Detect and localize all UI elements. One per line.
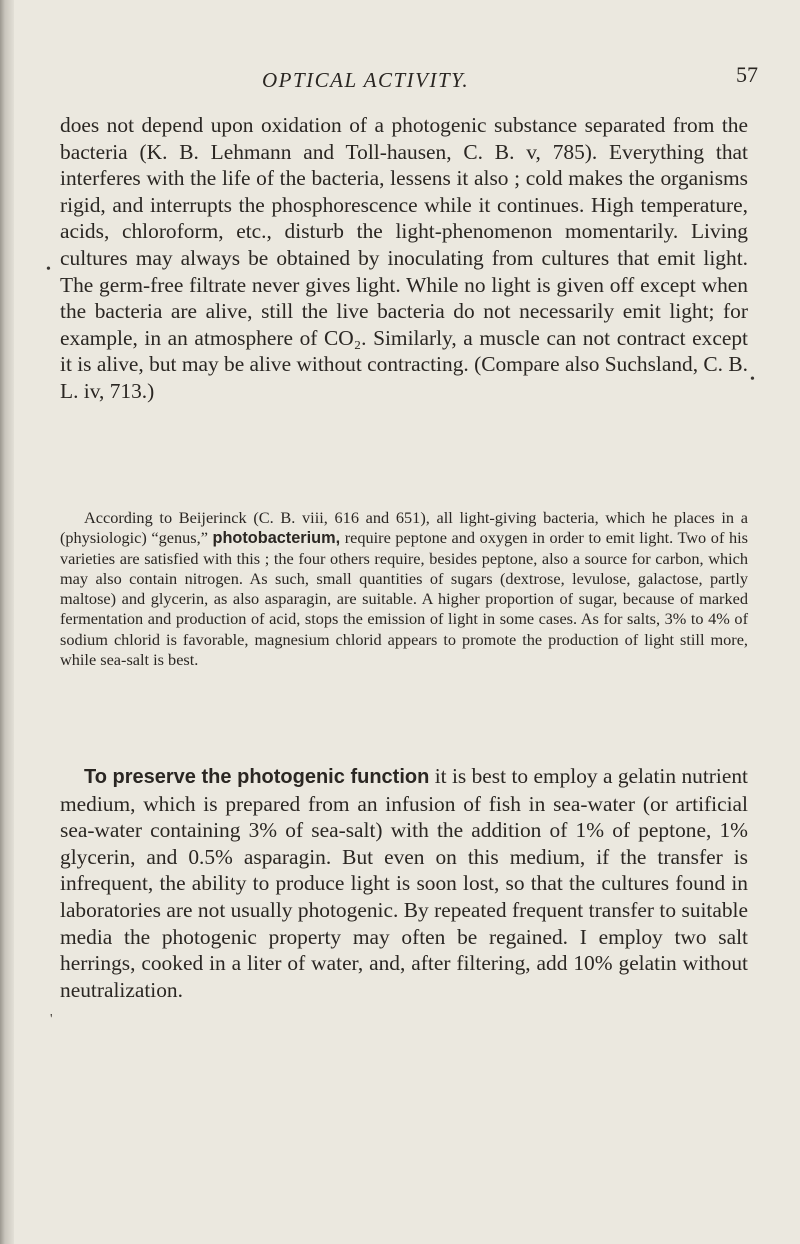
page-binding-edge xyxy=(0,0,14,1244)
running-head: OPTICAL ACTIVITY. xyxy=(262,68,470,92)
paragraph-lead-in: To preserve the photogenic function xyxy=(84,766,430,788)
note-term: photobacterium, xyxy=(212,529,341,548)
paragraph-2-text: it is best to employ a gelatin nutrient medium, which is prepared from an infusion of fish in sea-water (or artificial sea-water containing 3% of sea-salt) with the addition of 1% of peptone, 1% glycerin, and 0.5% asparagin. But even on this medium, if the transfer is infrequent, the ability to produce light is soon lost, so that the cultures found in laboratories are not usually photogenic. By repeated frequent transfer to suitable media the photogenic property may often be regained. I employ two salt herrings, cooked in a liter of water, and, after filtering, add 10% gelatin without neutralization. xyxy=(60,764,748,1002)
page-number: 57 xyxy=(736,62,758,87)
print-speck-mark: ' xyxy=(50,1012,53,1027)
note-text-end: require peptone and oxygen in order to emit light. Two of his varieties are satisfied with this ; the four others require, besides peptone, also a source for carbon, which may also contain nitrogen. As such, small quantities of sugars (dextrose, levulose, galactose, partly maltose) and glycerin, as also asparagin, are suitable. A higher proportion of sugar, because of marked fermentation and production of acid, stops the emission of light in some cases. As for salts, 3% to 4% of sodium chlorid is favorable, magnesium chlorid appears to promote the production of light still more, while sea-salt is best. xyxy=(60,528,748,670)
note-paragraph xyxy=(60,508,748,670)
note-text-start: According to Beijerinck (C. B. viii, 616 and 651), all light-giving bacteria, which he places in a (physiologic) “genus,” xyxy=(60,508,748,548)
body-paragraph-1: does not depend upon oxidation of a photogenic substance separated from the bacteria (K. B. Lehmann and Toll-hausen, C. B. v, 785). Everything that interferes with the life of the bacteria, lessens it also ; cold makes the organisms rigid, and interrupts the phosphorescence while it continues. High temperature, acids, chloroform, etc., disturb the light-phenomenon momentarily. Living cultures may always be obtained by inoculating from cultures that emit light. The germ-free filtrate never gives light. While no light is given off except when the bacteria are alive, still the live bacteria do not necessarily emit light; for example, in an atmosphere of CO₂. Similarly, a muscle can not contract except it is alive, but may be alive without contracting. (Compare also Suchsland, C. B. L. iv, 713.) xyxy=(60,113,748,403)
print-speck-mark: • xyxy=(750,372,755,387)
print-speck-mark: • xyxy=(46,262,51,277)
body-paragraph-2 xyxy=(60,763,748,1003)
